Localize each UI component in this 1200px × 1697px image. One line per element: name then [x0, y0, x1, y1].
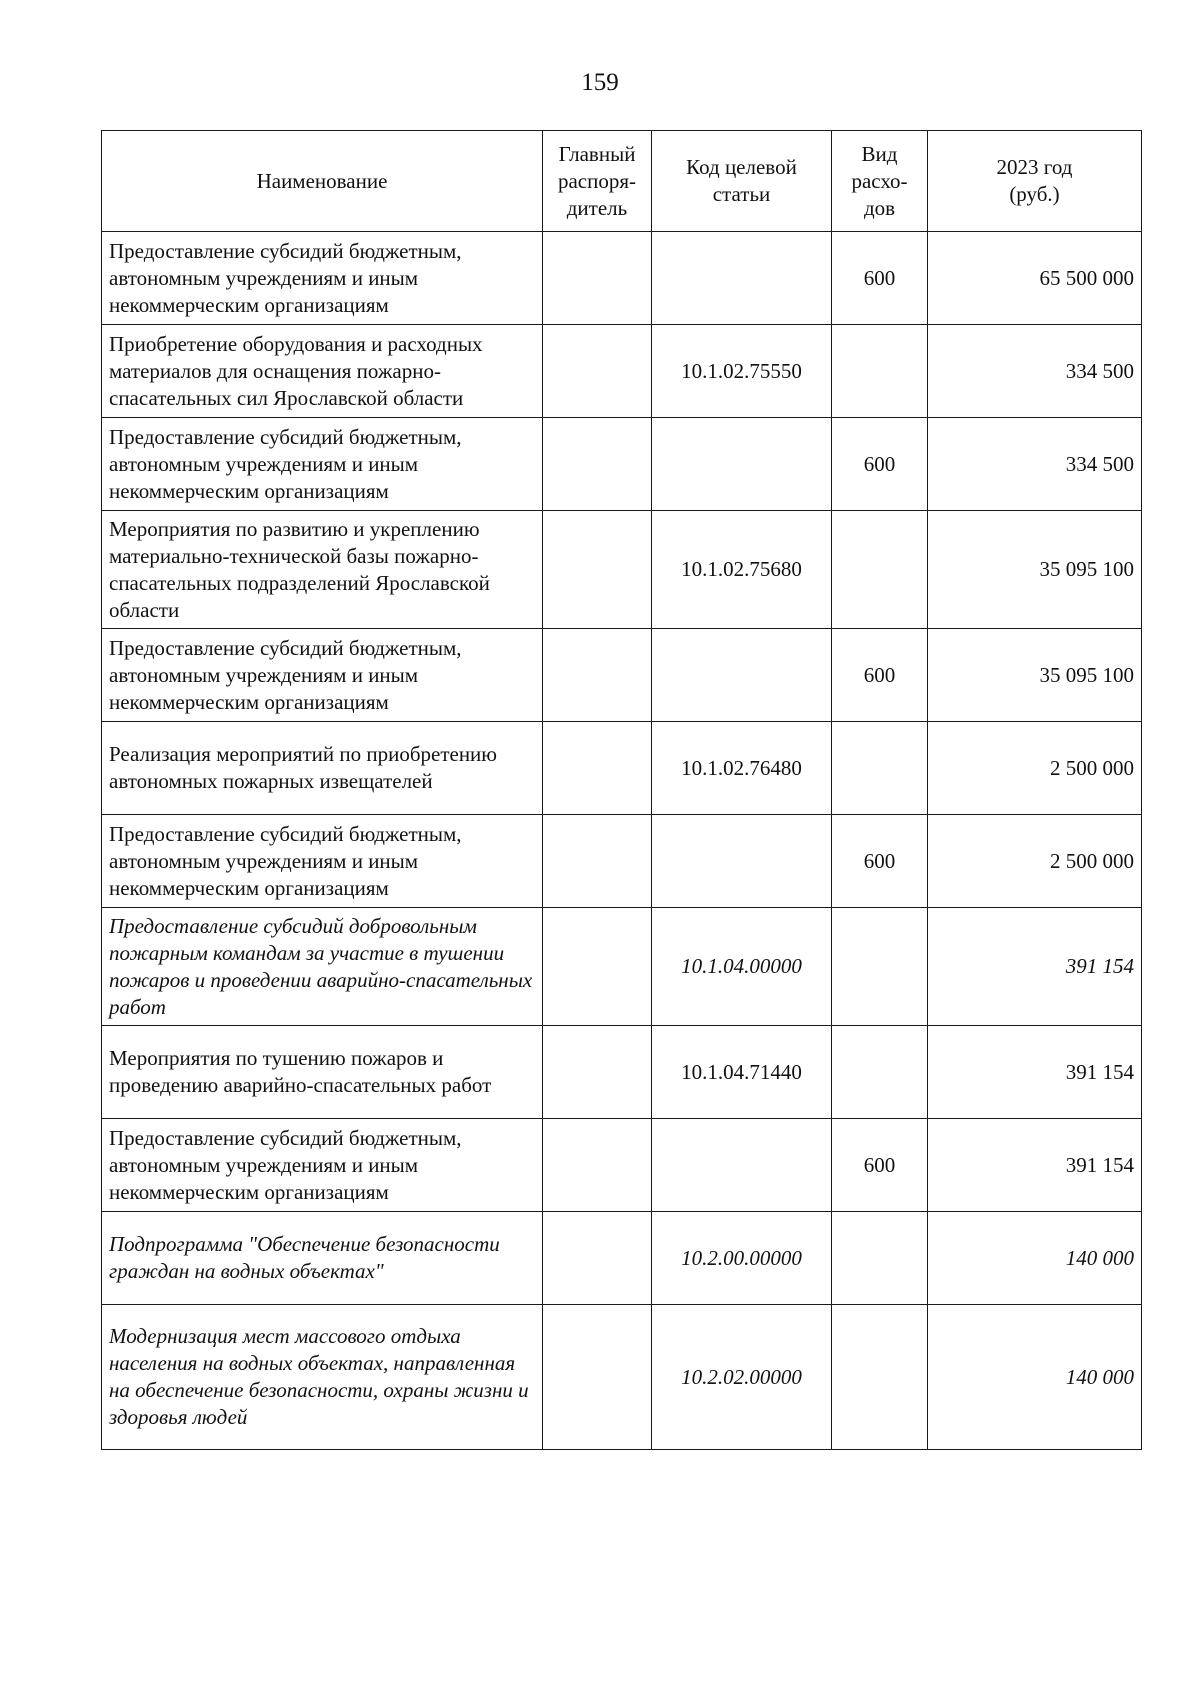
table-row — [102, 232, 1142, 325]
table-row — [102, 1305, 1142, 1450]
header-code — [652, 131, 832, 232]
cell-code: 10.1.02.75680 — [652, 511, 832, 629]
cell-expense-type — [832, 1212, 928, 1305]
cell-amount: 334 500 — [928, 418, 1142, 511]
header-code-label: Код целевой статьи — [686, 155, 797, 206]
cell-admin — [543, 325, 652, 418]
cell-admin — [543, 815, 652, 908]
cell-name: Предоставление субсидий бюджетным, автономным учреждениям и иным некоммерческим организациям — [102, 418, 543, 511]
cell-admin — [543, 1026, 652, 1119]
table-row — [102, 511, 1142, 629]
cell-name: Предоставление субсидий бюджетным, автономным учреждениям и иным некоммерческим организациям — [102, 232, 543, 325]
cell-expense-type: 600 — [832, 815, 928, 908]
cell-admin — [543, 232, 652, 325]
cell-code — [652, 418, 832, 511]
cell-name: Модернизация мест массового отдыха населения на водных объектах, направленная на обеспечение безопасности, охраны жизни и здоровья людей — [102, 1305, 543, 1450]
cell-amount: 2 500 000 — [928, 722, 1142, 815]
cell-expense-type: 600 — [832, 1119, 928, 1212]
header-amount — [928, 131, 1142, 232]
page-number: 159 — [581, 69, 619, 96]
cell-expense-type — [832, 908, 928, 1026]
cell-expense-type — [832, 1026, 928, 1119]
cell-name: Приобретение оборудования и расходных материалов для оснащения пожарно-спасательных сил Ярославской области — [102, 325, 543, 418]
cell-admin — [543, 629, 652, 722]
table-row — [102, 629, 1142, 722]
cell-amount: 65 500 000 — [928, 232, 1142, 325]
table-body — [102, 232, 1142, 1450]
header-admin — [543, 131, 652, 232]
cell-code: 10.1.04.71440 — [652, 1026, 832, 1119]
cell-amount: 391 154 — [928, 1119, 1142, 1212]
cell-expense-type — [832, 722, 928, 815]
cell-admin — [543, 722, 652, 815]
header-expense-type — [832, 131, 928, 232]
table-row — [102, 325, 1142, 418]
cell-code — [652, 815, 832, 908]
cell-admin — [543, 511, 652, 629]
cell-code: 10.2.00.00000 — [652, 1212, 832, 1305]
table-row — [102, 1026, 1142, 1119]
cell-code — [652, 1119, 832, 1212]
table-row — [102, 1119, 1142, 1212]
cell-code: 10.1.02.75550 — [652, 325, 832, 418]
cell-name: Реализация мероприятий по приобретению автономных пожарных извещателей — [102, 722, 543, 815]
cell-amount: 35 095 100 — [928, 511, 1142, 629]
cell-amount: 35 095 100 — [928, 629, 1142, 722]
cell-amount: 140 000 — [928, 1305, 1142, 1450]
cell-amount: 2 500 000 — [928, 815, 1142, 908]
cell-name: Подпрограмма "Обеспечение безопасности граждан на водных объектах" — [102, 1212, 543, 1305]
cell-name: Предоставление субсидий бюджетным, автономным учреждениям и иным некоммерческим организациям — [102, 629, 543, 722]
cell-expense-type: 600 — [832, 418, 928, 511]
cell-admin — [543, 908, 652, 1026]
table-header-row — [102, 131, 1142, 232]
cell-name: Мероприятия по тушению пожаров и проведению аварийно-спасательных работ — [102, 1026, 543, 1119]
cell-name: Предоставление субсидий бюджетным, автономным учреждениям и иным некоммерческим организациям — [102, 815, 543, 908]
cell-expense-type: 600 — [832, 629, 928, 722]
cell-expense-type — [832, 325, 928, 418]
cell-code: 10.1.04.00000 — [652, 908, 832, 1026]
cell-code: 10.2.02.00000 — [652, 1305, 832, 1450]
cell-admin — [543, 1212, 652, 1305]
cell-expense-type — [832, 1305, 928, 1450]
header-amount-label: 2023 год (руб.) — [996, 155, 1073, 206]
table-row — [102, 418, 1142, 511]
cell-amount: 391 154 — [928, 1026, 1142, 1119]
cell-name: Мероприятия по развитию и укреплению материально-технической базы пожарно-спасательных подразделений Ярославской области — [102, 511, 543, 629]
cell-expense-type — [832, 511, 928, 629]
cell-name: Предоставление субсидий бюджетным, автономным учреждениям и иным некоммерческим организациям — [102, 1119, 543, 1212]
header-name: Наименование — [102, 131, 543, 232]
table-row — [102, 722, 1142, 815]
cell-admin — [543, 418, 652, 511]
cell-code — [652, 232, 832, 325]
cell-code: 10.1.02.76480 — [652, 722, 832, 815]
table-row — [102, 815, 1142, 908]
cell-code — [652, 629, 832, 722]
cell-admin — [543, 1119, 652, 1212]
budget-table — [101, 130, 1142, 1450]
cell-amount: 140 000 — [928, 1212, 1142, 1305]
header-admin-label: Главный распоря- дитель — [557, 141, 637, 220]
table-row — [102, 1212, 1142, 1305]
table-row — [102, 908, 1142, 1026]
cell-expense-type: 600 — [832, 232, 928, 325]
cell-amount: 334 500 — [928, 325, 1142, 418]
header-expense-type-label: Вид расхо- дов — [851, 141, 908, 220]
cell-admin — [543, 1305, 652, 1450]
cell-name: Предоставление субсидий добровольным пожарным командам за участие в тушении пожаров и проведении аварийно-спасательных работ — [102, 908, 543, 1026]
cell-amount: 391 154 — [928, 908, 1142, 1026]
